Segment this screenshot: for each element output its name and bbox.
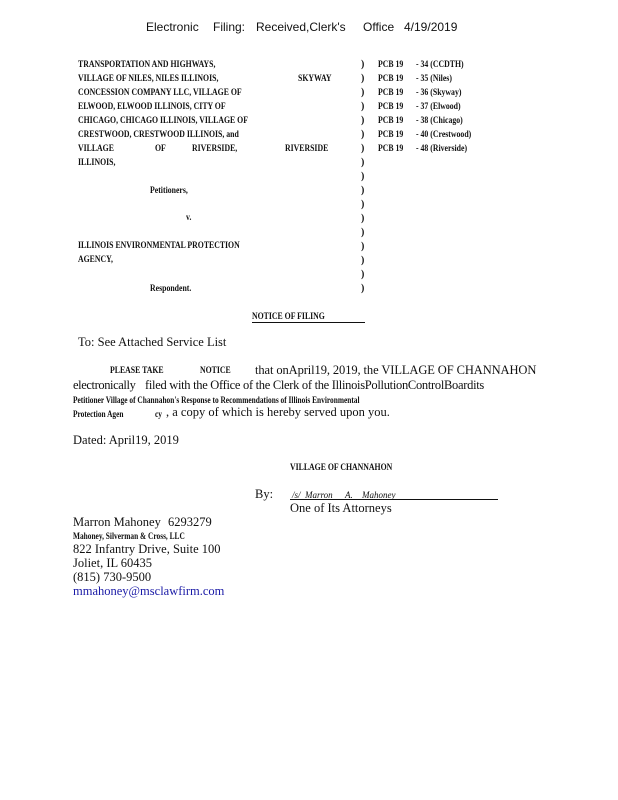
- caption-line: CONCESSION COMPANY LLC, VILLAGE OF: [78, 88, 242, 98]
- caption-line: CRESTWOOD, CRESTWOOD ILLINOIS, and: [78, 130, 239, 140]
- notice-notice-word: NOTICE: [200, 366, 231, 376]
- contact-bar-number: 6293279: [168, 515, 212, 529]
- caption-paren: ): [361, 143, 365, 154]
- contact-phone: (815) 730-9500: [73, 570, 152, 584]
- case-number: - 48 (Riverside): [416, 144, 468, 154]
- caption-skyway: SKYWAY: [298, 74, 332, 84]
- caption-paren: ): [361, 213, 365, 224]
- signature-by: By:: [255, 487, 274, 501]
- header-electronic: Electronic: [146, 20, 199, 34]
- contact-address2: Joliet, IL 60435: [73, 556, 153, 570]
- caption-paren: ): [361, 185, 365, 196]
- notice-line2b: filed with the Office of the Clerk of the IllinoisPollutionControlBoardits: [145, 378, 484, 392]
- caption-paren: ): [361, 199, 365, 210]
- signature-first: Marron: [305, 490, 333, 500]
- caption-line: VILLAGE OF NILES, NILES ILLINOIS,: [78, 74, 219, 84]
- caption-paren: ): [361, 227, 365, 238]
- contact-firm: Mahoney, Silverman & Cross, LLC: [73, 531, 185, 541]
- header-office: Office: [363, 20, 395, 34]
- notice-line4c: , a copy of which is hereby served upon you.: [166, 405, 390, 419]
- caption-paren: ): [361, 101, 365, 112]
- caption-village-word: VILLAGE: [78, 144, 114, 154]
- notice-line4a: Protection Agen: [73, 409, 124, 419]
- case-number: - 38 (Chicago): [416, 116, 463, 126]
- case-pcb: PCB 19: [378, 144, 404, 154]
- caption-line: ELWOOD, ELWOOD ILLINOIS, CITY OF: [78, 102, 226, 112]
- signature-s: /s/: [292, 490, 301, 500]
- caption-line: TRANSPORTATION AND HIGHWAYS,: [78, 60, 216, 70]
- signature-attorneys: One of Its Attorneys: [290, 501, 392, 515]
- header-received: Received,Clerk's: [256, 20, 346, 34]
- case-number: - 37 (Elwood): [416, 102, 461, 112]
- caption-respondent-line: AGENCY,: [78, 255, 113, 265]
- signature-village: VILLAGE OF CHANNAHON: [290, 463, 393, 473]
- contact-name: Marron Mahoney: [73, 515, 161, 529]
- signature-line: [290, 499, 498, 500]
- caption-respondent-line: ILLINOIS ENVIRONMENTAL PROTECTION: [78, 241, 240, 251]
- caption-paren: ): [361, 87, 365, 98]
- notice-line1: that onApril19, 2019, the VILLAGE OF CHANNAHON: [255, 363, 537, 377]
- caption-paren: ): [361, 157, 365, 168]
- notice-title: NOTICE OF FILING: [252, 312, 325, 322]
- signature-mid: A.: [345, 490, 353, 500]
- header-date: 4/19/2019: [404, 20, 458, 34]
- signature-last: Mahoney: [362, 490, 396, 500]
- caption-paren: ): [361, 59, 365, 70]
- notice-to: To: See Attached Service List: [78, 335, 227, 349]
- caption-paren: ): [361, 241, 365, 252]
- caption-versus: v.: [186, 213, 192, 223]
- caption-line: CHICAGO, CHICAGO ILLINOIS, VILLAGE OF: [78, 116, 248, 126]
- notice-dated: Dated: April19, 2019: [73, 433, 179, 447]
- caption-riverside-word: RIVERSIDE,: [192, 144, 238, 154]
- notice-line3: Petitioner Village of Channahon's Response to Recommendations of Illinois Environmental: [73, 395, 360, 405]
- contact-email-link[interactable]: mmahoney@msclawfirm.com: [73, 584, 225, 598]
- header-filing: Filing:: [213, 20, 246, 34]
- caption-paren: ): [361, 283, 365, 294]
- caption-paren: ): [361, 115, 365, 126]
- case-pcb: PCB 19: [378, 116, 404, 126]
- notice-line4b: cy: [155, 409, 162, 419]
- case-pcb: PCB 19: [378, 88, 404, 98]
- caption-illinois: ILLINOIS,: [78, 158, 116, 168]
- case-pcb: PCB 19: [378, 102, 404, 112]
- caption-paren: ): [361, 269, 365, 280]
- caption-paren: ): [361, 73, 365, 84]
- caption-paren: ): [361, 255, 365, 266]
- caption-riverside-caps: RIVERSIDE: [285, 144, 329, 154]
- case-number: - 34 (CCDTH): [416, 60, 464, 70]
- case-number: - 40 (Crestwood): [416, 130, 472, 140]
- notice-title-underline: [252, 322, 365, 323]
- contact-address1: 822 Infantry Drive, Suite 100: [73, 542, 221, 556]
- caption-petitioners-label: Petitioners,: [150, 186, 188, 196]
- case-pcb: PCB 19: [378, 74, 404, 84]
- caption-of-word: OF: [155, 144, 166, 154]
- caption-respondent-label: Respondent.: [150, 284, 192, 294]
- case-number: - 35 (Niles): [416, 74, 452, 84]
- case-pcb: PCB 19: [378, 130, 404, 140]
- notice-line2a: electronically: [73, 378, 136, 392]
- case-pcb: PCB 19: [378, 60, 404, 70]
- notice-please-take: PLEASE TAKE: [110, 366, 164, 376]
- case-number: - 36 (Skyway): [416, 88, 462, 98]
- caption-paren: ): [361, 129, 365, 140]
- caption-paren: ): [361, 171, 365, 182]
